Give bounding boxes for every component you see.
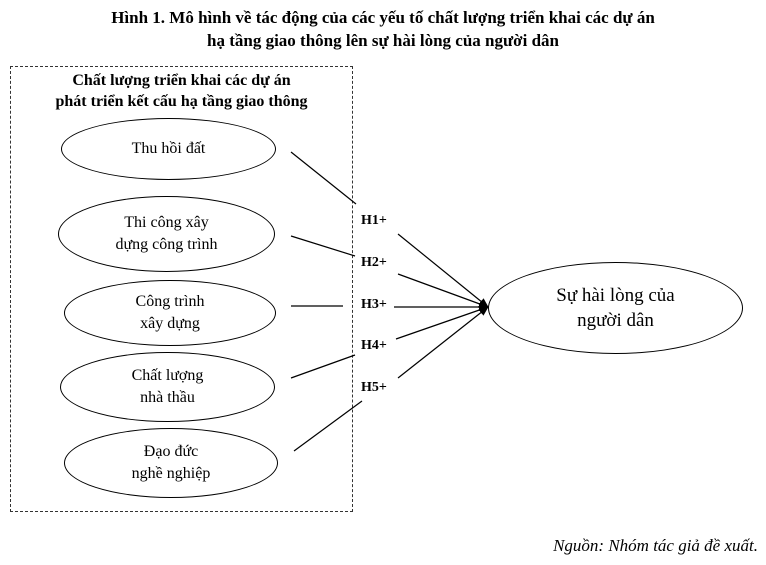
factor-contractor-quality-line-1: Chất lượng xyxy=(131,367,204,384)
factor-professional-ethics-line-2: nghề nghiệp xyxy=(131,465,211,482)
outcome-resident-satisfaction xyxy=(488,262,743,354)
hypothesis-label-h5: H5+ xyxy=(361,380,387,395)
figure-title-line-2: hạ tầng giao thông lên sự hài lòng của người dân xyxy=(207,31,559,50)
connector-factor-1 xyxy=(291,152,356,204)
hypothesis-label-h2: H2+ xyxy=(361,255,387,270)
factor-contractor-quality-line-2: nhà thầu xyxy=(140,389,195,406)
figure-title-line-1: Hình 1. Mô hình về tác động của các yếu tố chất lượng triển khai các dự án xyxy=(111,8,655,27)
connector-factor-4 xyxy=(291,355,355,378)
arrow-h1 xyxy=(398,234,488,307)
connector-factor-2 xyxy=(291,236,355,256)
outcome-line-1: Sự hài lòng của xyxy=(556,285,675,306)
source-note: Nguồn: Nhóm tác giả đề xuất. xyxy=(553,536,758,555)
factor-construction-works xyxy=(64,280,276,346)
factor-group-label-line-1: Chất lượng triển khai các dự án xyxy=(72,72,291,89)
factor-construction-execution xyxy=(58,196,275,272)
hypothesis-label-h3: H3+ xyxy=(361,297,387,312)
arrow-h2 xyxy=(398,274,488,307)
hypothesis-label-h4: H4+ xyxy=(361,338,387,353)
factor-construction-execution-line-2: dựng công trình xyxy=(115,236,218,253)
factor-construction-execution-line-1: Thi công xây xyxy=(124,214,209,231)
connector-factor-5 xyxy=(294,401,362,451)
factor-land-acquisition xyxy=(61,118,276,180)
factor-construction-works-line-1: Công trình xyxy=(135,293,205,310)
factor-professional-ethics xyxy=(64,428,278,498)
factor-construction-works-line-2: xây dựng xyxy=(140,315,200,332)
factor-contractor-quality xyxy=(60,352,275,422)
hypothesis-label-h1: H1+ xyxy=(361,213,387,228)
factor-group-label-line-2: phát triển kết cấu hạ tầng giao thông xyxy=(55,93,308,110)
factor-professional-ethics-line-1: Đạo đức xyxy=(143,443,199,460)
arrow-h5 xyxy=(398,307,488,378)
factor-land-acquisition-line-1: Thu hồi đất xyxy=(131,140,206,157)
arrow-h4 xyxy=(396,307,488,339)
outcome-line-2: người dân xyxy=(577,310,654,331)
